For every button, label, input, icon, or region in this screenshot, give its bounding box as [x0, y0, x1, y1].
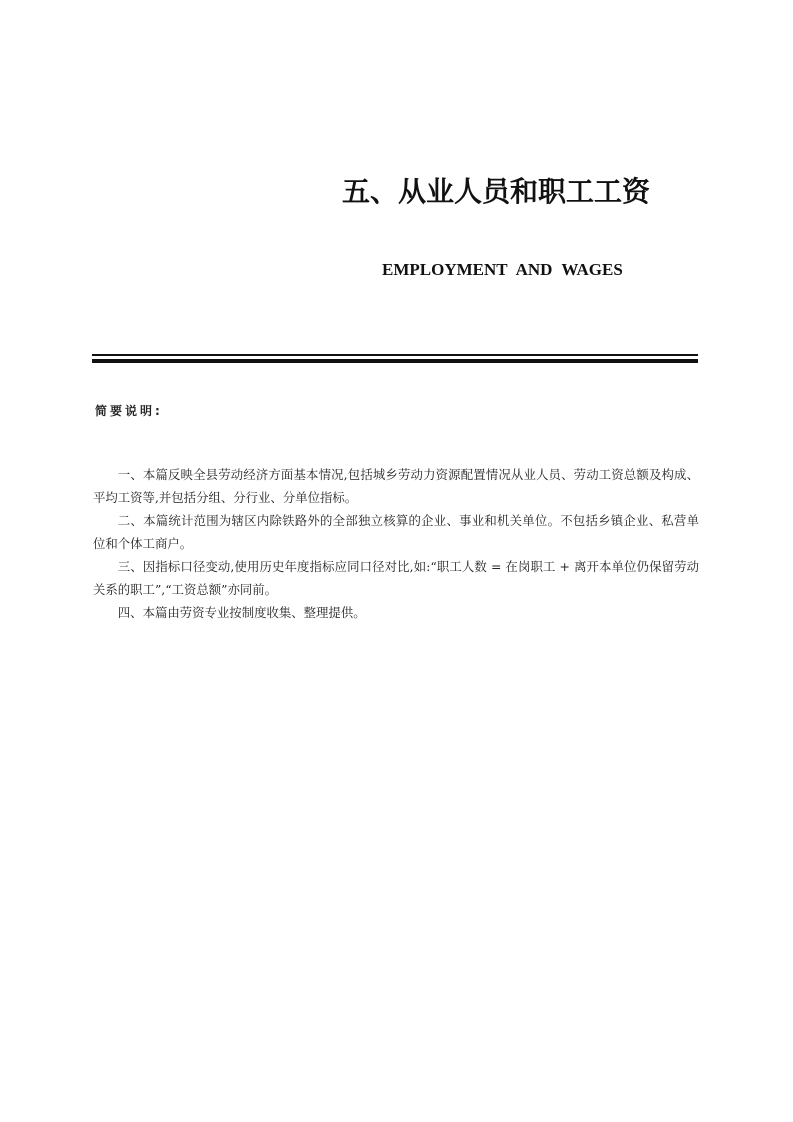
divider-thick-rule [92, 359, 698, 363]
summary-heading: 简要说明: [95, 404, 163, 418]
summary-paragraph-3: 三、因指标口径变动,使用历史年度指标应同口径对比,如:“职工人数 = 在岗职工 + 离开本单位仍保留劳动关系的职工”,“工资总额”亦同前。 [93, 559, 699, 597]
chapter-title-chinese: 五、从业人员和职工工资 [342, 175, 651, 208]
divider-thin-rule [92, 354, 698, 356]
chapter-title-english: EMPLOYMENT AND WAGES [382, 260, 623, 279]
summary-paragraph-2: 二、本篇统计范围为辖区内除铁路外的全部独立核算的企业、事业和机关单位。不包括乡镇企业、私营单位和个体工商户。 [93, 513, 699, 551]
summary-paragraph-4: 四、本篇由劳资专业按制度收集、整理提供。 [117, 605, 366, 620]
summary-paragraph-1: 一、本篇反映全县劳动经济方面基本情况,包括城乡劳动力资源配置情况从业人员、劳动工资总额及构成、平均工资等,并包括分组、分行业、分单位指标。 [93, 467, 699, 505]
summary-body [93, 463, 699, 624]
